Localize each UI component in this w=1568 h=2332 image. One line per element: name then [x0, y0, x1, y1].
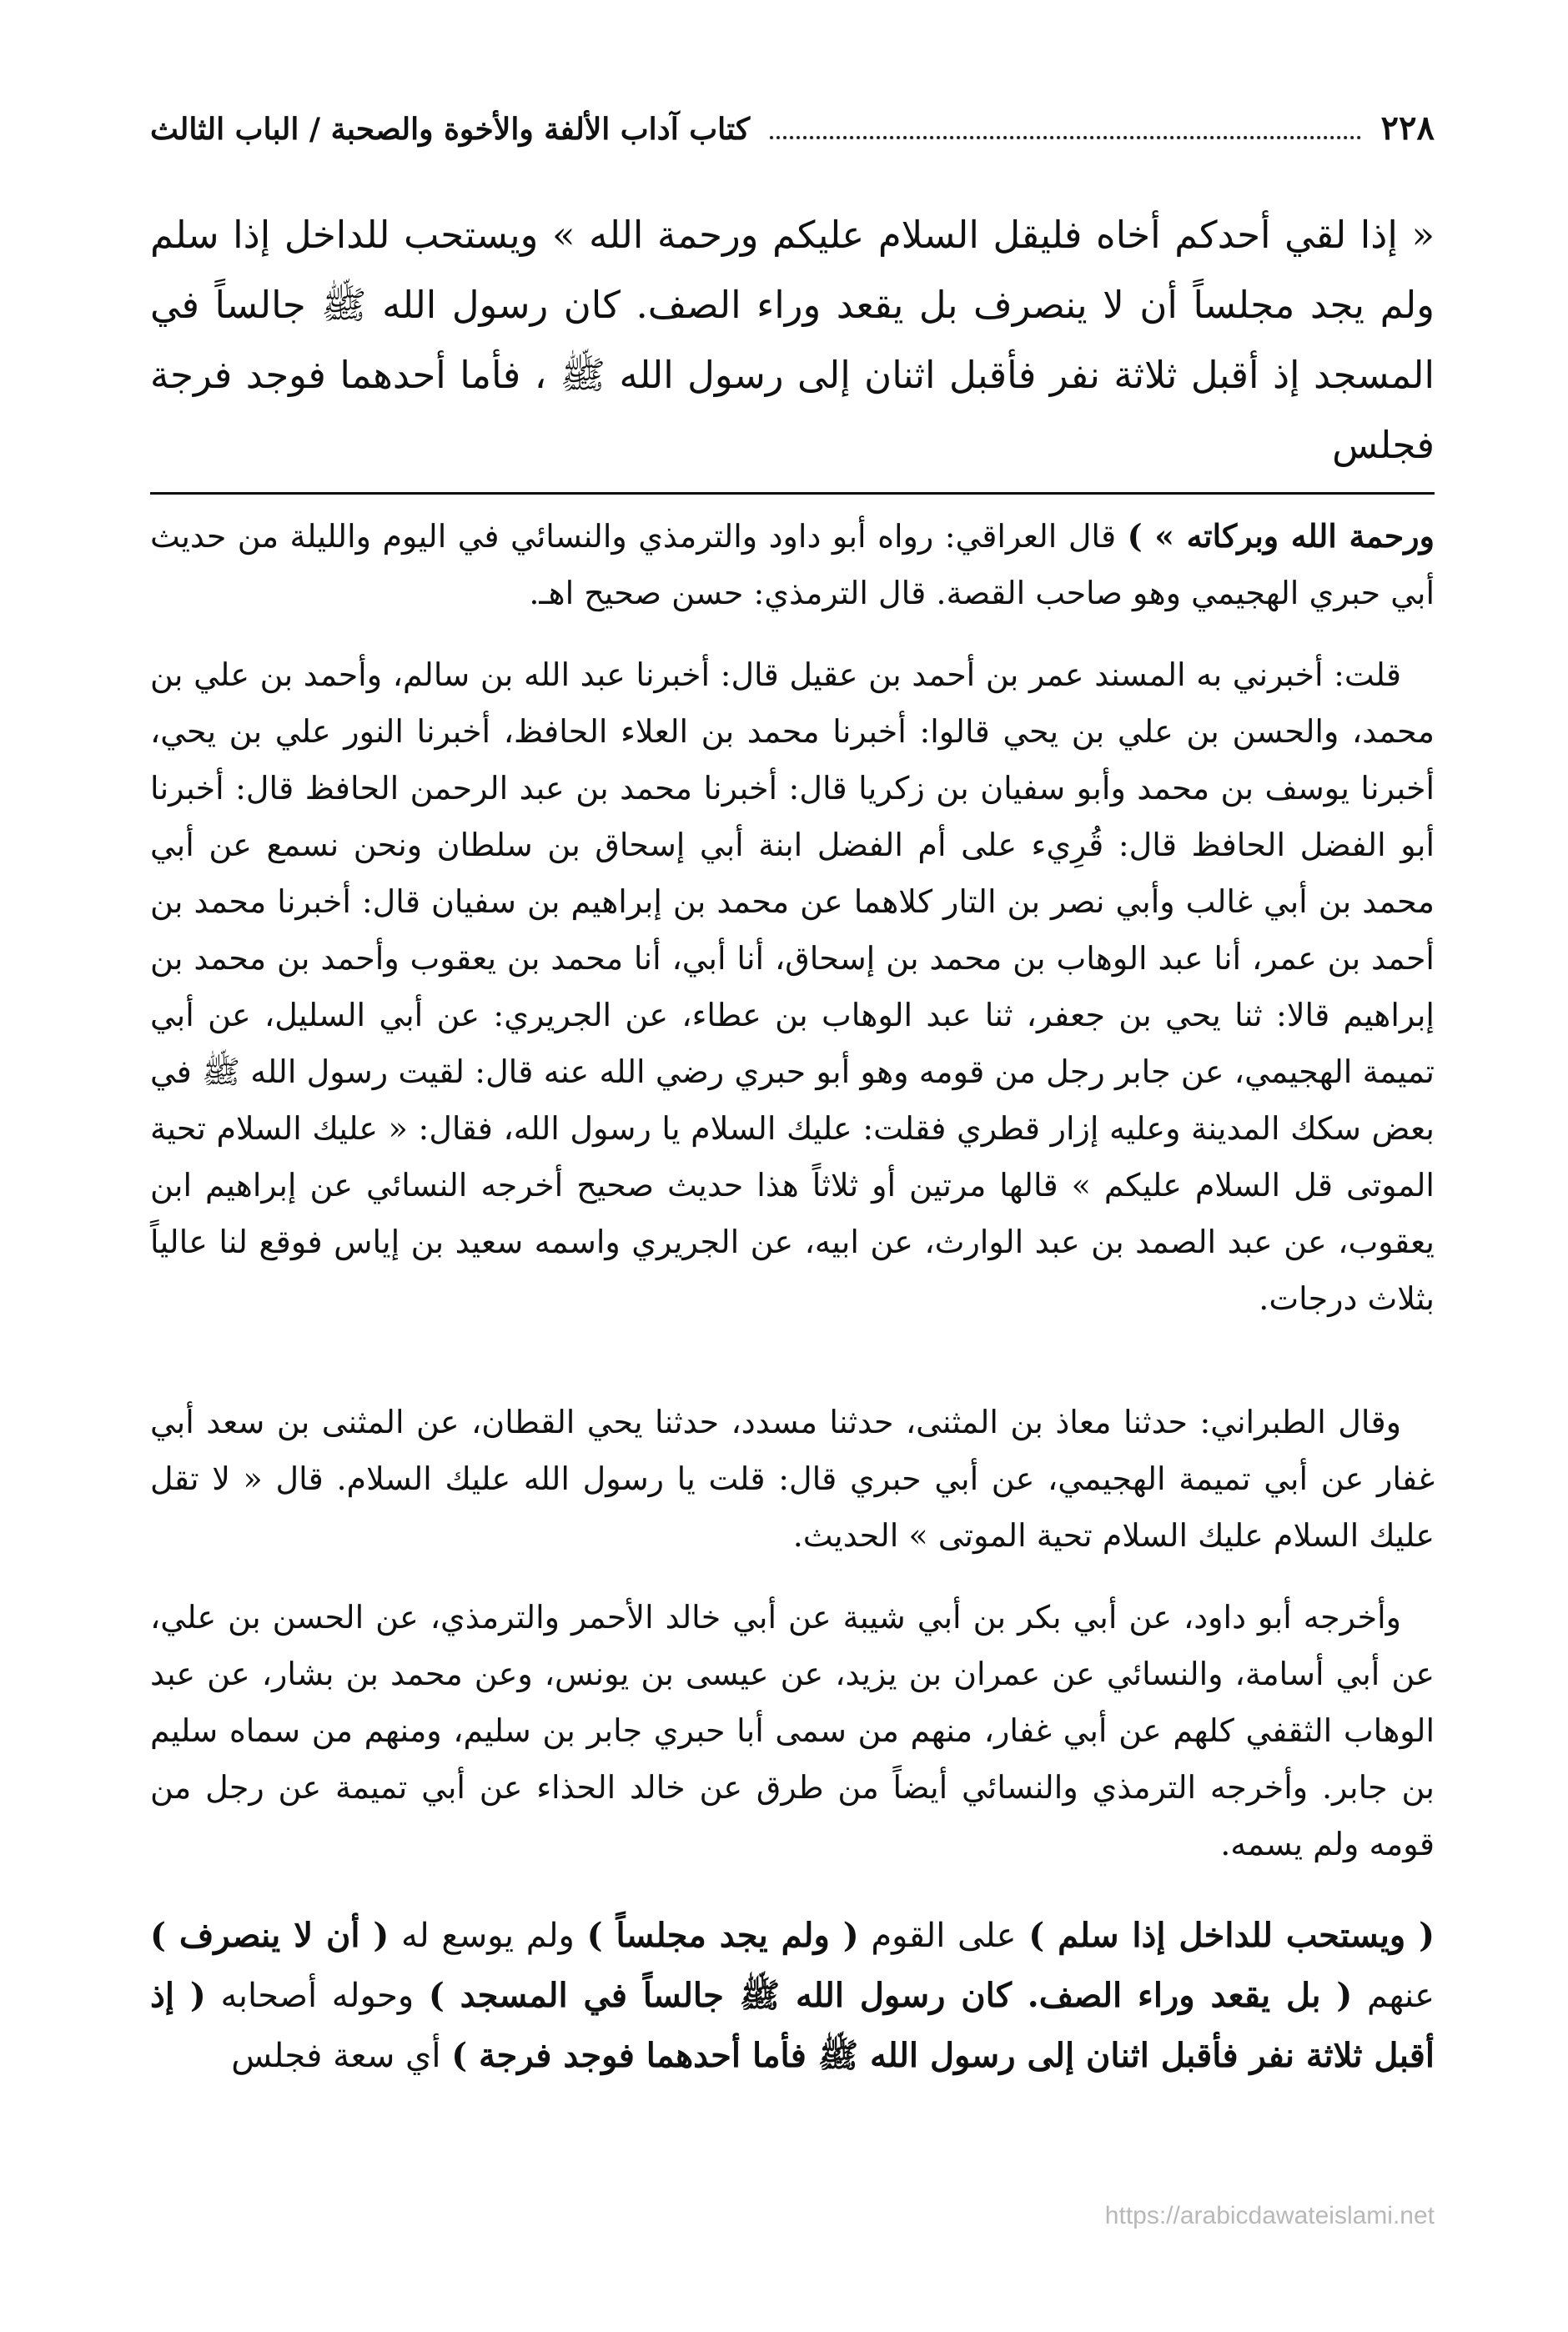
- commentary-paragraph: وأخرجه أبو داود، عن أبي بكر بن أبي شيبة عن أبي خالد الأحمر والترمذي، عن الحسن بن علي، عن أبي أسامة، والنسائي عن عمران بن يزيد، عن عيسى بن يونس، وعن محمد بن بشار، عن عبد الوهاب الثقفي كلهم عن أبي غفار، منهم من سمى أبا حبري جابر بن سليم، ومنهم من سماه سليم بن جابر. وأخرجه الترمذي والنسائي أيضاً من طرق عن خالد الحذاء عن أبي تميمة عن رجل من قومه ولم يسمه.: [150, 1599, 1435, 1862]
- header-dot-leader: [770, 124, 1360, 139]
- book-page: [150, 108, 1435, 2244]
- commentary: [150, 508, 1435, 1872]
- commentary-paragraph: وقال الطبراني: حدثنا معاذ بن المثنى، حدثنا مسدد، حدثنا يحي القطان، عن المثنى بن سعد أبي غفار عن أبي تميمة الهجيمي، عن أبي حبري قال: قلت يا رسول الله عليك السلام. قال « لا تقل عليك السلام عليك السلام تحية الموتى » الحديث.: [150, 1404, 1435, 1554]
- sharh-text: عنهم: [1352, 1977, 1435, 2015]
- quoted-matn: ( إذ أقبل ثلاثة نفر فأقبل اثنان إلى رسول الله ﷺ فأما أحدهما فوجد فرجة ): [150, 1976, 1435, 2075]
- footnote-separator: [150, 492, 1435, 495]
- watermark-url: https://arabicdawateislami.net: [1104, 2202, 1435, 2229]
- sharh-text: على القوم: [858, 1917, 1029, 1955]
- sharh-text: أي سعة فجلس: [231, 2037, 452, 2075]
- running-title: كتاب آداب الألفة والأخوة والصحبة / الباب الثالث: [150, 112, 751, 147]
- quoted-matn: ( ويستحب للداخل إذا سلم ): [1028, 1916, 1435, 1955]
- quoted-matn: ( بل يقعد وراء الصف. كان رسول الله ﷺ جالساً في المسجد ): [428, 1976, 1353, 2015]
- commentary-paragraph: [150, 508, 1435, 621]
- main-text: « إذا لقي أحدكم أخاه فليقل السلام عليكم ورحمة الله » ويستحب للداخل إذا سلم ولم يجد مجلساً أن لا ينصرف بل يقعد وراء الصف. كان رسول الله ﷺ جالساً في المسجد إذ أقبل ثلاثة نفر فأقبل اثنان إلى رسول الله ﷺ ، فأما أحدهما فوجد فرجة فجلس: [150, 213, 1435, 467]
- sharh-text: وحوله أصحابه: [205, 1977, 429, 2015]
- page-header: [150, 108, 1435, 167]
- quoted-matn: ( أن لا ينصرف ): [150, 1916, 389, 1955]
- sharh-paragraph: [150, 1906, 1435, 2086]
- sharh-text: ولم يوسع له: [389, 1917, 587, 1955]
- commentary-paragraph: قلت: أخبرني به المسند عمر بن أحمد بن عقيل قال: أخبرنا عبد الله بن سالم، وأحمد بن علي بن محمد، والحسن بن علي بن يحي قالوا: أخبرنا محمد بن العلاء الحافظ، أخبرنا النور علي بن يحي، أخبرنا يوسف بن محمد وأبو سفيان بن زكريا قال: أخبرنا محمد بن عبد الرحمن الحافظ قال: أخبرنا أبو الفضل الحافظ قال: قُرِيء على أم الفضل ابنة أبي إسحاق بن سلطان ونحن نسمع عن أبي محمد بن أبي غالب وأبي نصر بن التار كلاهما عن محمد بن إبراهيم بن سفيان قال: أخبرنا محمد بن أحمد بن عمر، أنا عبد الوهاب بن محمد بن إسحاق، أنا أبي، أنا محمد بن يعقوب وأحمد بن محمد بن إبراهيم قالا: ثنا يحي بن جعفر، ثنا عبد الوهاب بن عطاء، عن الجريري: عن أبي السليل، عن أبي تميمة الهجيمي، عن جابر رجل من قومه وهو أبو حبري رضي الله عنه قال: لقيت رسول الله ﷺ في بعض سكك المدينة وعليه إزار قطري فقلت: عليك السلام يا رسول الله، فقال: « عليك السلام تحية الموتى قل السلام عليكم » قالها مرتين أو ثلاثاً هذا حديث صحيح أخرجه النسائي عن إبراهيم ابن يعقوب، عن عبد الصمد بن عبد الوارث، عن ابيه، عن الجريري واسمه سعيد بن إياس فوقع لنا عالياً بثلاث درجات.: [150, 656, 1435, 1317]
- quoted-matn: ( ولم يجد مجلساً ): [586, 1916, 859, 1955]
- commentary-text: قال العراقي: رواه أبو داود والترمذي والنسائي في اليوم والليلة من حديث أبي حبري الهجيمي وهو صاحب القصة. قال الترمذي: حسن صحيح اهـ.: [150, 518, 1435, 611]
- page-number: ٢٢٨: [1380, 108, 1435, 148]
- quoted-matn: ورحمة الله وبركاته » ): [1127, 517, 1435, 555]
